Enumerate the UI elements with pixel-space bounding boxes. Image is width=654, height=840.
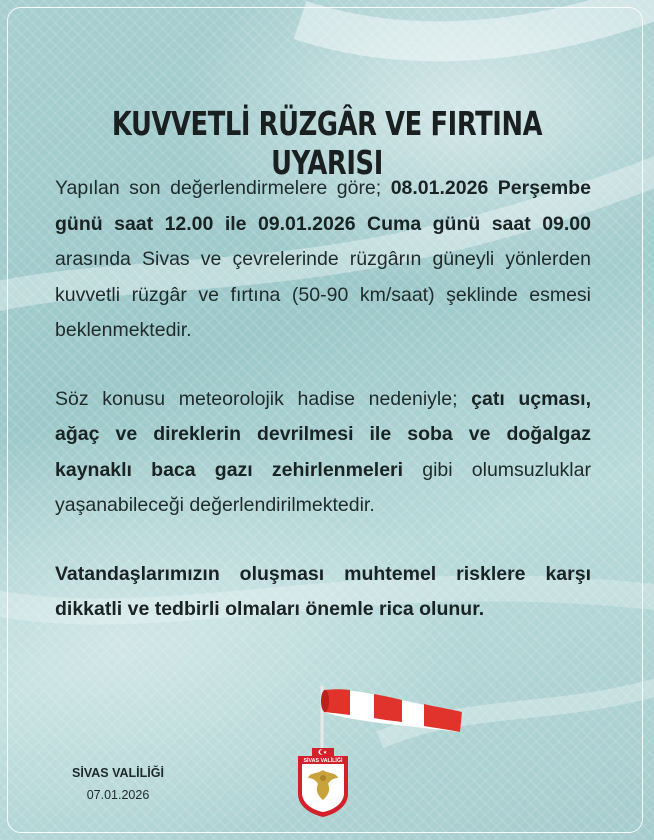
emblem-label: SİVAS VALİLİĞİ (303, 758, 343, 764)
paragraph-text: Söz konusu meteorolojik hadise nedeniyle; (55, 387, 472, 410)
footer-date: 07.01.2026 (86, 788, 150, 802)
paragraph-text: Yapılan son değerlendirmelere göre; (55, 177, 391, 199)
paragraph-request (55, 557, 591, 628)
paragraph-forecast (55, 171, 591, 349)
request-text: Vatandaşlarımızın oluşması muhtemel risklere karşı dikkatli ve tedbirli olmaları önemle rica olunur. (55, 562, 591, 620)
announcement-body (55, 171, 591, 628)
risk-list: çatı uçması, ağaç ve direklerin devrilmesi ile soba ve doğalgaz kaynaklı baca gazı zehirlenmeleri (55, 387, 592, 481)
forecast-period: 08.01.2026 Perşembe günü saat 12.00 ile 09.01.2026 Cuma günü saat 09.00 (55, 177, 591, 235)
page-title: KUVVETLİ RÜZGÂR VE FIRTINA UYARISI (111, 104, 543, 182)
paragraph-text: arasında Sivas ve çevrelerinde rüzgârın güneyli yönlerden kuvvetli rüzgâr ve fırtına (50-90 km/saat) şeklinde esmesi beklenmektedir. (55, 248, 591, 341)
paragraph-text: gibi olumsuzluklar yaşanabileceği değerlendirilmektedir. (55, 458, 591, 516)
footer-organization: SİVAS VALİLİĞİ (72, 766, 164, 780)
sivas-valiligi-emblem (296, 748, 350, 818)
paragraph-risks (55, 382, 591, 524)
